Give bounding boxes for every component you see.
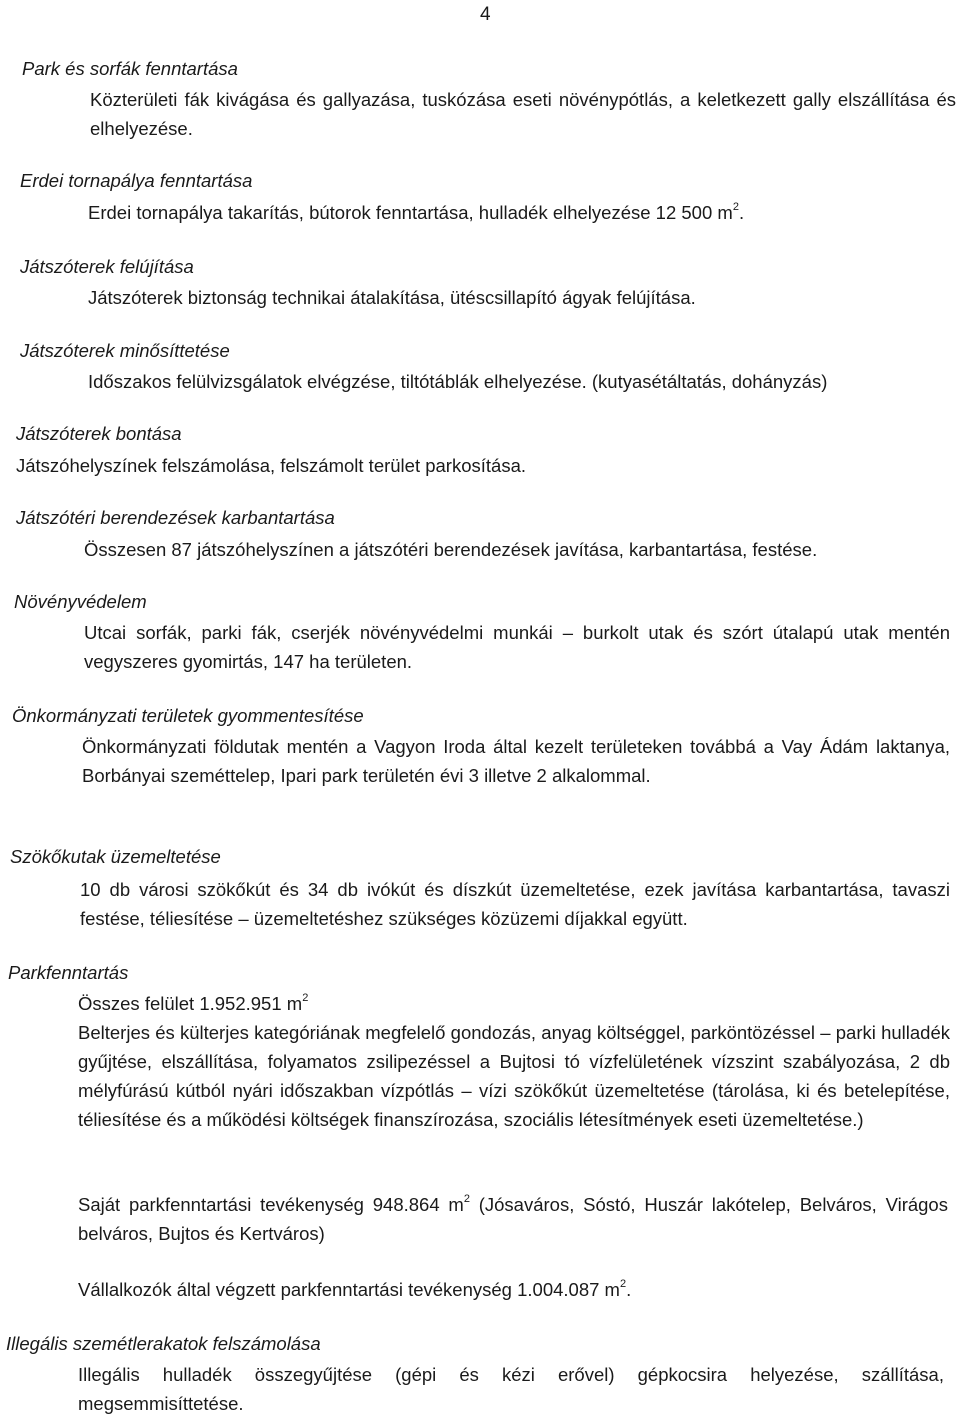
paragraph-erdei-tornapalya bbox=[88, 198, 744, 227]
superscript: 2 bbox=[463, 1193, 470, 1205]
paragraph-text: Összes felület 1.952.951 m bbox=[78, 993, 303, 1014]
heading-parkfenntartas: Parkfenntartás bbox=[8, 962, 129, 983]
paragraph-text: (Jósaváros, Sóstó, Huszár lakótelep, Belváros, Virágos belváros, Bujtos és Kertváros) bbox=[78, 1194, 948, 1244]
paragraph-jatszoterek-bontasa: Játszóhelyszínek felszámolása, felszámolt terület parkosítása. bbox=[16, 455, 527, 476]
heading-jatszoterek-minosittetese: Játszóterek minősíttetése bbox=[20, 340, 230, 361]
heading-illegalis-szemetlerakatok: Illegális szemétlerakatok felszámolása bbox=[6, 1333, 321, 1354]
paragraph-jatszoterek-minosittetese: Időszakos felülvizsgálatok elvégzése, tiltótáblák elhelyezése. (kutyasétáltatás, dohányzás) bbox=[88, 371, 828, 392]
heading-park-es-sorfak: Park és sorfák fenntartása bbox=[22, 58, 238, 79]
paragraph-text: Utcai sorfák, parki fák, cserjék növényvédelmi munkái – burkolt utak és szórt útalapú utak mentén vegyszeres gyomirtás, 147 ha területen. bbox=[84, 622, 950, 672]
paragraph-park-es-sorfak bbox=[90, 85, 956, 143]
heading-onkormanyzati-teruletek: Önkormányzati területek gyommentesítése bbox=[12, 705, 364, 726]
heading-jatszoterek-bontasa: Játszóterek bontása bbox=[16, 423, 182, 444]
paragraph-text: Vállalkozók által végzett parkfenntartási tevékenység 1.004.087 m bbox=[78, 1279, 620, 1300]
superscript: 2 bbox=[619, 1278, 627, 1290]
paragraph-illegalis-szemetlerakatok bbox=[78, 1360, 944, 1418]
heading-novenyvedelem: Növényvédelem bbox=[14, 591, 147, 612]
paragraph-jatszoteri-berendezesek: Összesen 87 játszóhelyszínen a játszótéri berendezések javítása, karbantartása, festése. bbox=[84, 539, 818, 560]
paragraph-text: Közterületi fák kivágása és gallyazása, tuskózása eseti növénypótlás, a keletkezett gally elszállítása és elhelyezése. bbox=[90, 89, 956, 139]
paragraph-text: Belterjes és külterjes kategóriának megfelelő gondozás, anyag költséggel, parköntözéssel – parki hulladék gyűjtése, elszállítása, folyamatos zsilipezéssel a Bujtosi tó vízfelületének vízszint szabályozása, 2 db mélyfúrású kútból nyári időszakban vízpótlás – vízi szökőkút üzemeltetése (tárolása, ki és betelepítése, téliesítése és a működési költségek finanszírozása, szociális létesítmények eseti üzemeltetése.) bbox=[78, 1022, 950, 1130]
paragraph-text: Erdei tornapálya takarítás, bútorok fenntartása, hulladék elhelyezése 12 500 m bbox=[88, 202, 733, 223]
superscript: 2 bbox=[732, 201, 739, 213]
paragraph-text: Önkormányzati földutak mentén a Vagyon Iroda által kezelt területeken továbbá a Vay Ádám laktanya, Borbányai szeméttelep, Ipari park területén évi 3 illetve 2 alkalommal. bbox=[82, 736, 950, 786]
paragraph-novenyvedelem bbox=[84, 618, 950, 676]
paragraph-text: Saját parkfenntartási tevékenység 948.864 m bbox=[78, 1194, 464, 1215]
page-number: 4 bbox=[480, 4, 491, 25]
paragraph-szokokutak bbox=[80, 875, 950, 933]
paragraph-text: . bbox=[738, 202, 745, 223]
paragraph-text: Illegális hulladék összegyűjtése (gépi és kézi erővel) gépkocsira helyezése, szállítása, megsemmisíttetése. bbox=[78, 1364, 944, 1414]
heading-erdei-tornapalya: Erdei tornapálya fenntartása bbox=[20, 170, 253, 191]
paragraph-parkfenntartas bbox=[78, 1018, 950, 1134]
paragraph-text: . bbox=[626, 1279, 632, 1300]
paragraph-osszes-felulet bbox=[78, 989, 308, 1018]
paragraph-jatszoterek-felujitasa: Játszóterek biztonság technikai átalakítása, ütéscsillapító ágyak felújítása. bbox=[88, 287, 696, 308]
paragraph-text: 10 db városi szökőkút és 34 db ivókút és díszkút üzemeltetése, ezek javítása karbantartása, tavaszi festése, téliesítése – üzemeltetéshez szükséges közüzemi díjakkal együtt. bbox=[80, 879, 950, 929]
paragraph-onkormanyzati-teruletek bbox=[82, 732, 950, 790]
heading-jatszoterek-felujitasa: Játszóterek felújítása bbox=[20, 256, 194, 277]
paragraph-vallalkozok bbox=[78, 1275, 631, 1304]
paragraph-sajat-parkfenntartas bbox=[78, 1190, 948, 1248]
heading-jatszoteri-berendezesek: Játszótéri berendezések karbantartása bbox=[16, 507, 335, 528]
heading-szokokutak: Szökőkutak üzemeltetése bbox=[10, 846, 221, 867]
superscript: 2 bbox=[302, 992, 309, 1004]
